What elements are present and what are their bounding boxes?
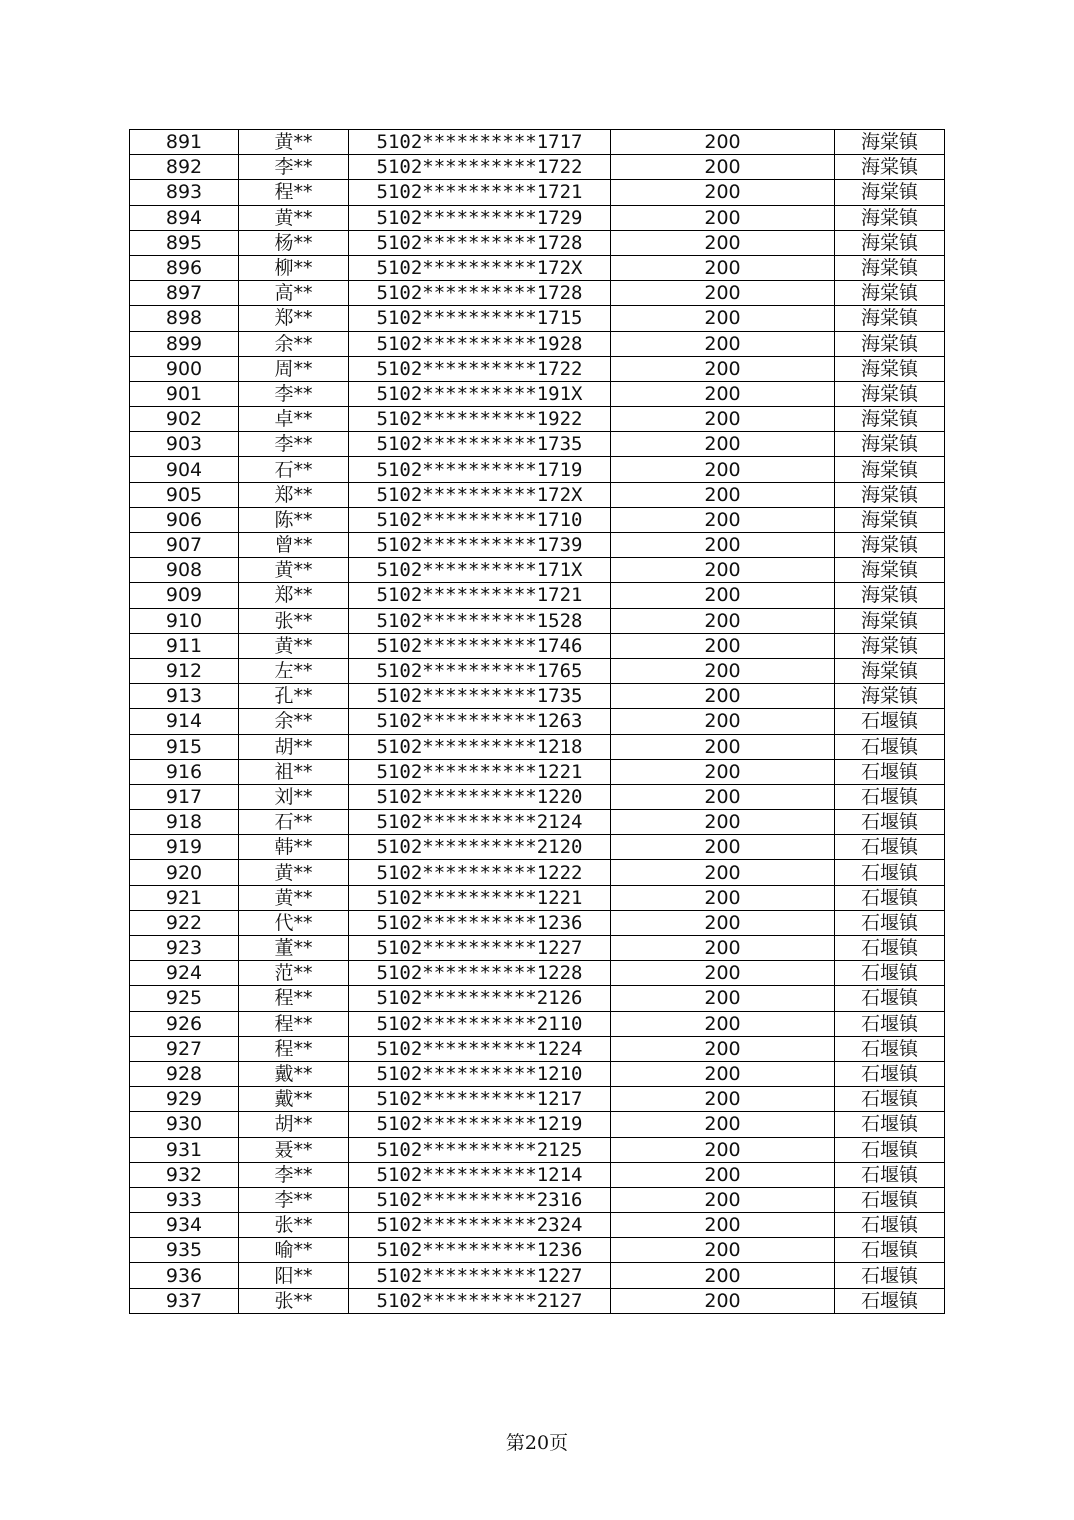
table-row bbox=[130, 583, 945, 608]
row-number-cell: 922 bbox=[130, 910, 239, 935]
amount-cell: 200 bbox=[611, 684, 835, 709]
name-cell: 黄** bbox=[239, 885, 349, 910]
table-row bbox=[130, 633, 945, 658]
amount-cell: 200 bbox=[611, 432, 835, 457]
table-row bbox=[130, 180, 945, 205]
name-cell: 余** bbox=[239, 331, 349, 356]
amount-cell: 200 bbox=[611, 230, 835, 255]
id-number-cell: 5102**********1221 bbox=[349, 885, 611, 910]
town-cell: 石堰镇 bbox=[835, 1036, 945, 1061]
town-cell: 石堰镇 bbox=[835, 1213, 945, 1238]
id-number-cell: 5102**********2127 bbox=[349, 1288, 611, 1313]
table-row bbox=[130, 658, 945, 683]
row-number-cell: 900 bbox=[130, 356, 239, 381]
name-cell: 左** bbox=[239, 658, 349, 683]
id-number-cell: 5102**********1236 bbox=[349, 1238, 611, 1263]
row-number-cell: 928 bbox=[130, 1061, 239, 1086]
amount-cell: 200 bbox=[611, 835, 835, 860]
row-number-cell: 936 bbox=[130, 1263, 239, 1288]
town-cell: 石堰镇 bbox=[835, 986, 945, 1011]
id-number-cell: 5102**********1221 bbox=[349, 759, 611, 784]
table-row bbox=[130, 230, 945, 255]
amount-cell: 200 bbox=[611, 734, 835, 759]
name-cell: 聂** bbox=[239, 1137, 349, 1162]
name-cell: 黄** bbox=[239, 205, 349, 230]
table-row bbox=[130, 457, 945, 482]
id-number-cell: 5102**********1721 bbox=[349, 583, 611, 608]
id-number-cell: 5102**********1746 bbox=[349, 633, 611, 658]
table-row bbox=[130, 1137, 945, 1162]
id-number-cell: 5102**********1710 bbox=[349, 507, 611, 532]
name-cell: 陈** bbox=[239, 507, 349, 532]
town-cell: 海棠镇 bbox=[835, 281, 945, 306]
town-cell: 石堰镇 bbox=[835, 860, 945, 885]
name-cell: 黄** bbox=[239, 558, 349, 583]
town-cell: 海棠镇 bbox=[835, 306, 945, 331]
amount-cell: 200 bbox=[611, 306, 835, 331]
amount-cell: 200 bbox=[611, 155, 835, 180]
row-number-cell: 920 bbox=[130, 860, 239, 885]
row-number-cell: 895 bbox=[130, 230, 239, 255]
row-number-cell: 903 bbox=[130, 432, 239, 457]
table-row bbox=[130, 986, 945, 1011]
town-cell: 石堰镇 bbox=[835, 1162, 945, 1187]
name-cell: 张** bbox=[239, 1288, 349, 1313]
town-cell: 海棠镇 bbox=[835, 356, 945, 381]
table-row bbox=[130, 130, 945, 155]
amount-cell: 200 bbox=[611, 1162, 835, 1187]
id-number-cell: 5102**********1222 bbox=[349, 860, 611, 885]
town-cell: 海棠镇 bbox=[835, 684, 945, 709]
id-number-cell: 5102**********171X bbox=[349, 558, 611, 583]
amount-cell: 200 bbox=[611, 281, 835, 306]
id-number-cell: 5102**********1722 bbox=[349, 356, 611, 381]
name-cell: 孔** bbox=[239, 684, 349, 709]
row-number-cell: 925 bbox=[130, 986, 239, 1011]
row-number-cell: 898 bbox=[130, 306, 239, 331]
town-cell: 海棠镇 bbox=[835, 407, 945, 432]
id-number-cell: 5102**********191X bbox=[349, 381, 611, 406]
id-number-cell: 5102**********1219 bbox=[349, 1112, 611, 1137]
row-number-cell: 935 bbox=[130, 1238, 239, 1263]
table-row bbox=[130, 1162, 945, 1187]
town-cell: 石堰镇 bbox=[835, 759, 945, 784]
town-cell: 石堰镇 bbox=[835, 810, 945, 835]
table-row bbox=[130, 558, 945, 583]
amount-cell: 200 bbox=[611, 356, 835, 381]
row-number-cell: 896 bbox=[130, 255, 239, 280]
town-cell: 石堰镇 bbox=[835, 709, 945, 734]
table-row bbox=[130, 810, 945, 835]
town-cell: 石堰镇 bbox=[835, 784, 945, 809]
town-cell: 海棠镇 bbox=[835, 533, 945, 558]
row-number-cell: 931 bbox=[130, 1137, 239, 1162]
id-number-cell: 5102**********172X bbox=[349, 255, 611, 280]
amount-cell: 200 bbox=[611, 658, 835, 683]
table-row bbox=[130, 961, 945, 986]
town-cell: 海棠镇 bbox=[835, 457, 945, 482]
id-number-cell: 5102**********1728 bbox=[349, 230, 611, 255]
name-cell: 卓** bbox=[239, 407, 349, 432]
name-cell: 曾** bbox=[239, 533, 349, 558]
id-number-cell: 5102**********1928 bbox=[349, 331, 611, 356]
amount-cell: 200 bbox=[611, 885, 835, 910]
name-cell: 黄** bbox=[239, 860, 349, 885]
table-row bbox=[130, 885, 945, 910]
row-number-cell: 894 bbox=[130, 205, 239, 230]
town-cell: 石堰镇 bbox=[835, 734, 945, 759]
name-cell: 李** bbox=[239, 155, 349, 180]
amount-cell: 200 bbox=[611, 961, 835, 986]
row-number-cell: 910 bbox=[130, 608, 239, 633]
table-row bbox=[130, 784, 945, 809]
town-cell: 海棠镇 bbox=[835, 205, 945, 230]
name-cell: 李** bbox=[239, 1162, 349, 1187]
id-number-cell: 5102**********1220 bbox=[349, 784, 611, 809]
name-cell: 程** bbox=[239, 1036, 349, 1061]
row-number-cell: 934 bbox=[130, 1213, 239, 1238]
row-number-cell: 892 bbox=[130, 155, 239, 180]
id-number-cell: 5102**********1227 bbox=[349, 1263, 611, 1288]
name-cell: 董** bbox=[239, 936, 349, 961]
row-number-cell: 908 bbox=[130, 558, 239, 583]
table-row bbox=[130, 381, 945, 406]
row-number-cell: 933 bbox=[130, 1187, 239, 1212]
row-number-cell: 918 bbox=[130, 810, 239, 835]
row-number-cell: 906 bbox=[130, 507, 239, 532]
row-number-cell: 914 bbox=[130, 709, 239, 734]
table-row bbox=[130, 835, 945, 860]
roster-table-body bbox=[130, 130, 945, 1314]
row-number-cell: 930 bbox=[130, 1112, 239, 1137]
table-row bbox=[130, 155, 945, 180]
name-cell: 代** bbox=[239, 910, 349, 935]
row-number-cell: 912 bbox=[130, 658, 239, 683]
row-number-cell: 932 bbox=[130, 1162, 239, 1187]
name-cell: 郑** bbox=[239, 306, 349, 331]
row-number-cell: 917 bbox=[130, 784, 239, 809]
row-number-cell: 902 bbox=[130, 407, 239, 432]
town-cell: 海棠镇 bbox=[835, 130, 945, 155]
row-number-cell: 923 bbox=[130, 936, 239, 961]
id-number-cell: 5102**********1217 bbox=[349, 1087, 611, 1112]
town-cell: 石堰镇 bbox=[835, 1087, 945, 1112]
name-cell: 张** bbox=[239, 1213, 349, 1238]
town-cell: 海棠镇 bbox=[835, 507, 945, 532]
id-number-cell: 5102**********1728 bbox=[349, 281, 611, 306]
town-cell: 海棠镇 bbox=[835, 482, 945, 507]
table-row bbox=[130, 709, 945, 734]
town-cell: 海棠镇 bbox=[835, 608, 945, 633]
amount-cell: 200 bbox=[611, 255, 835, 280]
amount-cell: 200 bbox=[611, 331, 835, 356]
amount-cell: 200 bbox=[611, 205, 835, 230]
page-number: 第20页 bbox=[505, 1432, 569, 1454]
table-row bbox=[130, 533, 945, 558]
town-cell: 石堰镇 bbox=[835, 1263, 945, 1288]
name-cell: 程** bbox=[239, 180, 349, 205]
name-cell: 刘** bbox=[239, 784, 349, 809]
amount-cell: 200 bbox=[611, 709, 835, 734]
amount-cell: 200 bbox=[611, 1112, 835, 1137]
row-number-cell: 929 bbox=[130, 1087, 239, 1112]
id-number-cell: 5102**********1528 bbox=[349, 608, 611, 633]
id-number-cell: 5102**********2125 bbox=[349, 1137, 611, 1162]
name-cell: 程** bbox=[239, 1011, 349, 1036]
town-cell: 海棠镇 bbox=[835, 331, 945, 356]
amount-cell: 200 bbox=[611, 407, 835, 432]
table-row bbox=[130, 1238, 945, 1263]
name-cell: 余** bbox=[239, 709, 349, 734]
table-row bbox=[130, 205, 945, 230]
row-number-cell: 915 bbox=[130, 734, 239, 759]
table-row bbox=[130, 1187, 945, 1212]
row-number-cell: 921 bbox=[130, 885, 239, 910]
name-cell: 李** bbox=[239, 1187, 349, 1212]
amount-cell: 200 bbox=[611, 558, 835, 583]
town-cell: 石堰镇 bbox=[835, 1112, 945, 1137]
id-number-cell: 5102**********172X bbox=[349, 482, 611, 507]
id-number-cell: 5102**********1721 bbox=[349, 180, 611, 205]
town-cell: 海棠镇 bbox=[835, 155, 945, 180]
table-row bbox=[130, 1112, 945, 1137]
amount-cell: 200 bbox=[611, 1137, 835, 1162]
id-number-cell: 5102**********2120 bbox=[349, 835, 611, 860]
amount-cell: 200 bbox=[611, 130, 835, 155]
table-row bbox=[130, 910, 945, 935]
name-cell: 石** bbox=[239, 457, 349, 482]
table-row bbox=[130, 860, 945, 885]
name-cell: 胡** bbox=[239, 1112, 349, 1137]
table-row bbox=[130, 1213, 945, 1238]
town-cell: 石堰镇 bbox=[835, 885, 945, 910]
table-row bbox=[130, 255, 945, 280]
name-cell: 程** bbox=[239, 986, 349, 1011]
amount-cell: 200 bbox=[611, 1061, 835, 1086]
id-number-cell: 5102**********2110 bbox=[349, 1011, 611, 1036]
amount-cell: 200 bbox=[611, 1187, 835, 1212]
amount-cell: 200 bbox=[611, 1087, 835, 1112]
table-row bbox=[130, 507, 945, 532]
row-number-cell: 899 bbox=[130, 331, 239, 356]
amount-cell: 200 bbox=[611, 381, 835, 406]
name-cell: 祖** bbox=[239, 759, 349, 784]
amount-cell: 200 bbox=[611, 608, 835, 633]
town-cell: 海棠镇 bbox=[835, 583, 945, 608]
table-row bbox=[130, 936, 945, 961]
town-cell: 石堰镇 bbox=[835, 1061, 945, 1086]
amount-cell: 200 bbox=[611, 860, 835, 885]
amount-cell: 200 bbox=[611, 1238, 835, 1263]
table-row bbox=[130, 1036, 945, 1061]
table-row bbox=[130, 608, 945, 633]
id-number-cell: 5102**********1263 bbox=[349, 709, 611, 734]
name-cell: 张** bbox=[239, 608, 349, 633]
name-cell: 黄** bbox=[239, 130, 349, 155]
amount-cell: 200 bbox=[611, 482, 835, 507]
table-row bbox=[130, 432, 945, 457]
row-number-cell: 897 bbox=[130, 281, 239, 306]
amount-cell: 200 bbox=[611, 759, 835, 784]
id-number-cell: 5102**********1729 bbox=[349, 205, 611, 230]
table-row bbox=[130, 331, 945, 356]
town-cell: 石堰镇 bbox=[835, 910, 945, 935]
row-number-cell: 911 bbox=[130, 633, 239, 658]
row-number-cell: 913 bbox=[130, 684, 239, 709]
table-row bbox=[130, 759, 945, 784]
table-row bbox=[130, 684, 945, 709]
table-row bbox=[130, 306, 945, 331]
name-cell: 石** bbox=[239, 810, 349, 835]
row-number-cell: 891 bbox=[130, 130, 239, 155]
id-number-cell: 5102**********1224 bbox=[349, 1036, 611, 1061]
id-number-cell: 5102**********2126 bbox=[349, 986, 611, 1011]
row-number-cell: 937 bbox=[130, 1288, 239, 1313]
name-cell: 戴** bbox=[239, 1087, 349, 1112]
row-number-cell: 901 bbox=[130, 381, 239, 406]
table-row bbox=[130, 482, 945, 507]
town-cell: 石堰镇 bbox=[835, 961, 945, 986]
name-cell: 胡** bbox=[239, 734, 349, 759]
name-cell: 李** bbox=[239, 381, 349, 406]
row-number-cell: 926 bbox=[130, 1011, 239, 1036]
id-number-cell: 5102**********1210 bbox=[349, 1061, 611, 1086]
id-number-cell: 5102**********1922 bbox=[349, 407, 611, 432]
id-number-cell: 5102**********1214 bbox=[349, 1162, 611, 1187]
table-row bbox=[130, 1263, 945, 1288]
amount-cell: 200 bbox=[611, 1011, 835, 1036]
name-cell: 戴** bbox=[239, 1061, 349, 1086]
id-number-cell: 5102**********1228 bbox=[349, 961, 611, 986]
table-row bbox=[130, 1288, 945, 1313]
id-number-cell: 5102**********1717 bbox=[349, 130, 611, 155]
amount-cell: 200 bbox=[611, 784, 835, 809]
amount-cell: 200 bbox=[611, 986, 835, 1011]
row-number-cell: 924 bbox=[130, 961, 239, 986]
row-number-cell: 904 bbox=[130, 457, 239, 482]
name-cell: 郑** bbox=[239, 482, 349, 507]
amount-cell: 200 bbox=[611, 1288, 835, 1313]
amount-cell: 200 bbox=[611, 507, 835, 532]
name-cell: 柳** bbox=[239, 255, 349, 280]
amount-cell: 200 bbox=[611, 180, 835, 205]
name-cell: 阳** bbox=[239, 1263, 349, 1288]
row-number-cell: 907 bbox=[130, 533, 239, 558]
amount-cell: 200 bbox=[611, 936, 835, 961]
town-cell: 石堰镇 bbox=[835, 936, 945, 961]
town-cell: 海棠镇 bbox=[835, 558, 945, 583]
id-number-cell: 5102**********2316 bbox=[349, 1187, 611, 1212]
town-cell: 海棠镇 bbox=[835, 381, 945, 406]
town-cell: 海棠镇 bbox=[835, 255, 945, 280]
name-cell: 李** bbox=[239, 432, 349, 457]
town-cell: 海棠镇 bbox=[835, 230, 945, 255]
row-number-cell: 927 bbox=[130, 1036, 239, 1061]
table-row bbox=[130, 356, 945, 381]
amount-cell: 200 bbox=[611, 457, 835, 482]
row-number-cell: 909 bbox=[130, 583, 239, 608]
name-cell: 范** bbox=[239, 961, 349, 986]
id-number-cell: 5102**********1735 bbox=[349, 432, 611, 457]
id-number-cell: 5102**********1735 bbox=[349, 684, 611, 709]
amount-cell: 200 bbox=[611, 1263, 835, 1288]
id-number-cell: 5102**********1722 bbox=[349, 155, 611, 180]
table-row bbox=[130, 734, 945, 759]
id-number-cell: 5102**********1765 bbox=[349, 658, 611, 683]
name-cell: 高** bbox=[239, 281, 349, 306]
town-cell: 石堰镇 bbox=[835, 1187, 945, 1212]
amount-cell: 200 bbox=[611, 633, 835, 658]
name-cell: 黄** bbox=[239, 633, 349, 658]
amount-cell: 200 bbox=[611, 910, 835, 935]
town-cell: 石堰镇 bbox=[835, 1137, 945, 1162]
id-number-cell: 5102**********1218 bbox=[349, 734, 611, 759]
amount-cell: 200 bbox=[611, 810, 835, 835]
table-row bbox=[130, 1061, 945, 1086]
id-number-cell: 5102**********1739 bbox=[349, 533, 611, 558]
table-row bbox=[130, 1087, 945, 1112]
town-cell: 石堰镇 bbox=[835, 1011, 945, 1036]
name-cell: 周** bbox=[239, 356, 349, 381]
amount-cell: 200 bbox=[611, 1213, 835, 1238]
table-row bbox=[130, 407, 945, 432]
id-number-cell: 5102**********2124 bbox=[349, 810, 611, 835]
table-row bbox=[130, 281, 945, 306]
row-number-cell: 893 bbox=[130, 180, 239, 205]
name-cell: 杨** bbox=[239, 230, 349, 255]
town-cell: 石堰镇 bbox=[835, 835, 945, 860]
town-cell: 海棠镇 bbox=[835, 180, 945, 205]
name-cell: 郑** bbox=[239, 583, 349, 608]
row-number-cell: 916 bbox=[130, 759, 239, 784]
amount-cell: 200 bbox=[611, 583, 835, 608]
town-cell: 海棠镇 bbox=[835, 658, 945, 683]
table-row bbox=[130, 1011, 945, 1036]
id-number-cell: 5102**********2324 bbox=[349, 1213, 611, 1238]
name-cell: 韩** bbox=[239, 835, 349, 860]
row-number-cell: 919 bbox=[130, 835, 239, 860]
town-cell: 石堰镇 bbox=[835, 1238, 945, 1263]
name-cell: 喻** bbox=[239, 1238, 349, 1263]
town-cell: 海棠镇 bbox=[835, 432, 945, 457]
row-number-cell: 905 bbox=[130, 482, 239, 507]
amount-cell: 200 bbox=[611, 1036, 835, 1061]
id-number-cell: 5102**********1719 bbox=[349, 457, 611, 482]
id-number-cell: 5102**********1715 bbox=[349, 306, 611, 331]
roster-table bbox=[129, 129, 945, 1314]
town-cell: 石堰镇 bbox=[835, 1288, 945, 1313]
id-number-cell: 5102**********1236 bbox=[349, 910, 611, 935]
town-cell: 海棠镇 bbox=[835, 633, 945, 658]
amount-cell: 200 bbox=[611, 533, 835, 558]
id-number-cell: 5102**********1227 bbox=[349, 936, 611, 961]
